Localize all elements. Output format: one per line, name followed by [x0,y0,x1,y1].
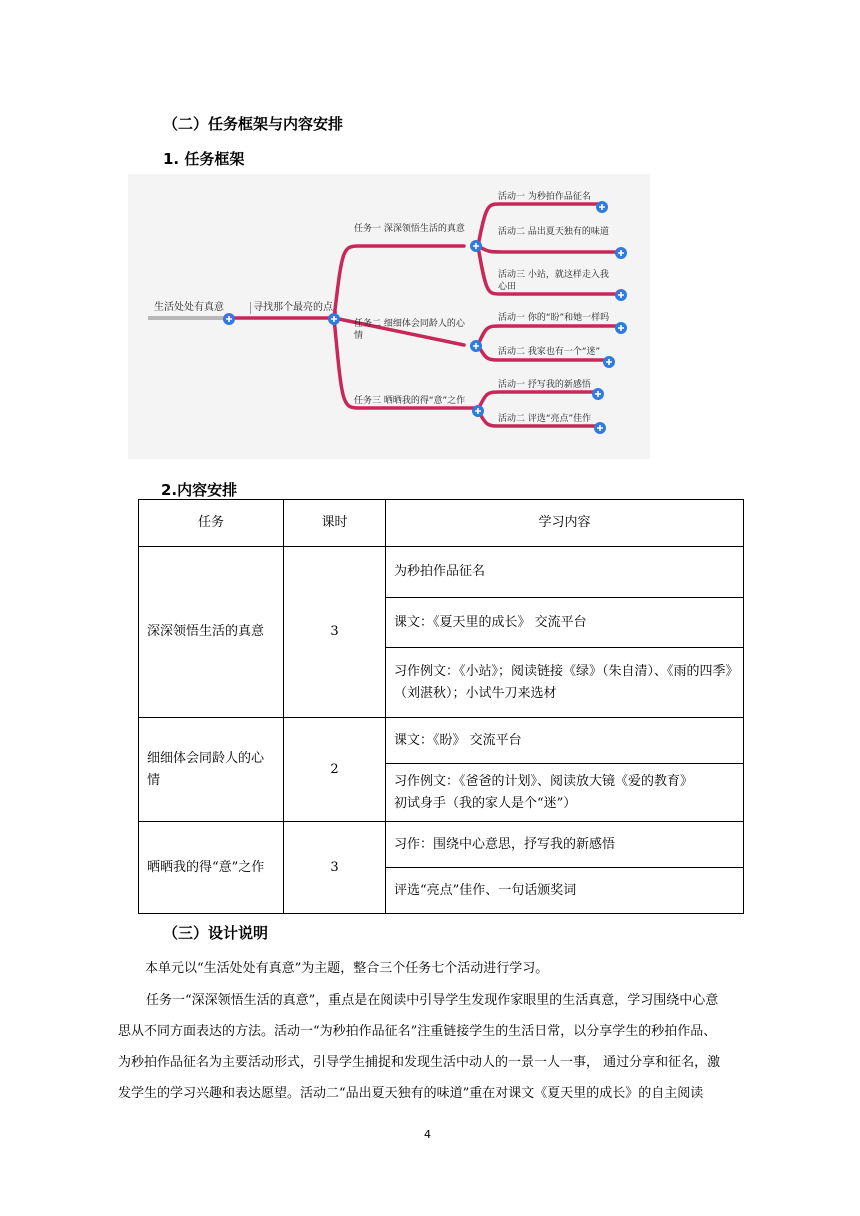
mindmap-task2-label: 任务二 细细体会同龄人的心情 [354,319,465,341]
header-task: 任务 [139,500,284,547]
content-cell: 课文：《夏天里的成长》 交流平台 [386,598,744,648]
table-row [139,718,744,764]
mindmap-t1-act3-label: 活动三 小站，就这样走入我心田 [498,270,609,292]
paragraph-intro [145,953,745,984]
content-arrangement-table [138,499,744,914]
section-heading-design-notes: （三）设计说明 [163,924,269,942]
mindmap-task3-label: 任务三 晒晒我的得“意”之作 [354,396,466,406]
content-cell: 习作：围绕中心意思，抒写我的新感悟 [386,822,744,868]
hours-cell: 3 [284,547,386,718]
paragraph-task1 [118,985,748,1109]
branch-task1 [334,246,464,318]
content-cell: 评选“亮点”佳作、一句话颁奖词 [386,868,744,914]
task-cell: 细细体会同龄人的心情 [139,718,284,822]
header-content: 学习内容 [386,500,744,547]
task-cell: 深深领悟生活的真意 [139,547,284,718]
branch-t2-act1 [478,326,620,345]
subheading-content-arrangement: 2.内容安排 [161,481,238,499]
content-cell: 为秒拍作品征名 [386,547,744,598]
mindmap-t2-act1-label: 活动一 你的“盼”和她一样吗 [498,313,610,323]
page-number: 4 [424,1128,431,1141]
hours-cell: 3 [284,822,386,914]
mindmap-t1-act1-label: 活动一 为秒拍作品征名 [498,192,591,202]
branch-t1-act2 [478,246,620,252]
subheading-task-framework: 1. 任务框架 [163,150,245,168]
paragraph-line: 任务一“深深领悟生活的真意”，重点是在阅读中引导学生发现作家眼里的生活真意，学习围绕中心意 [146,993,719,1008]
branch-t3-act1 [478,392,596,410]
content-cell: 习作例文：《小站》；阅读链接《绿》（朱自清）、《雨的四季》（刘湛秋）；小试牛刀来选材 [386,648,744,718]
table-row [139,822,744,868]
paragraph-line: 为秒拍作品征名为主要活动形式，引导学生捕捉和发现生活中动人的一景一人一事， 通过分享和征名，激 [118,1055,721,1070]
mindmap-t3-act2-label: 活动二 评选“亮点”佳作 [498,414,592,424]
mindmap-root-label: 生活处处有真意 [154,302,224,313]
table-row [139,547,744,598]
content-line: 习作例文：《爸爸的计划》、阅读放大镜《爱的教育》 [394,773,694,789]
mindmap-t3-act1-label: 活动一 抒写我的新感悟 [498,380,591,390]
hours-cell: 2 [284,718,386,822]
task-framework-mindmap [128,174,650,459]
content-cell [386,764,744,822]
paragraph-line: 发学生的学习兴趣和表达愿望。活动二“品出夏天独有的味道”重在对课文《夏天里的成长》的自主阅读 [118,1086,704,1101]
mindmap-t2-act2-label: 活动二 我家也有一个“迷” [498,347,601,357]
content-line: 初试身手（我的家人是个“迷”） [394,795,577,811]
mindmap-task1-label: 任务一 深深领悟生活的真意 [354,224,465,234]
mindmap-center-label: 寻找那个最亮的点 [250,302,333,314]
paragraph-line: 思从不同方面表达的方法。活动一“为秒拍作品征名”注重链接学生的生活日常，以分享学生的秒拍作品、 [118,1024,717,1039]
paragraph-line: 本单元以“生活处处有真意”为主题，整合三个任务七个活动进行学习。 [145,961,549,976]
mindmap-t1-act2-label: 活动二 品出夏天独有的味道 [498,227,609,237]
content-cell: 课文：《盼》 交流平台 [386,718,744,764]
branch-t1-act1 [478,204,600,246]
section-heading-framework-arrangement: （二）任务框架与内容安排 [163,115,344,133]
task-cell: 晒晒我的得“意”之作 [139,822,284,914]
table-header-row [139,500,744,547]
header-hours: 课时 [284,500,386,547]
